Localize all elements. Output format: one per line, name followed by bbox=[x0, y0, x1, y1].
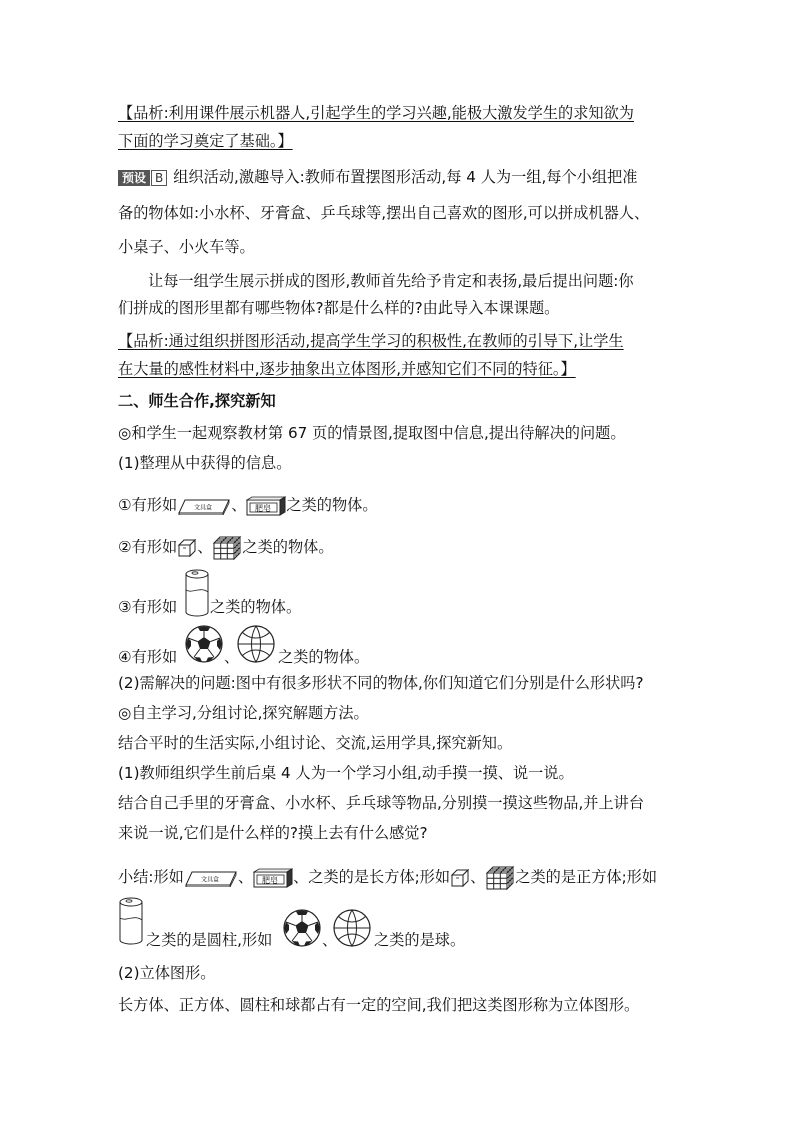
pencil-box-icon bbox=[177, 497, 231, 515]
summary-sphere-text: 之类的是球。 bbox=[374, 931, 466, 949]
item-4-suffix: 之类的物体。 bbox=[278, 648, 370, 666]
summary-separator-2: 、 bbox=[470, 868, 486, 886]
item-1-line bbox=[118, 492, 378, 518]
preset-b-text-1: 组织活动,激趣导入:教师布置摆图形活动,每 4 人为一组,每个小组把准 bbox=[173, 168, 638, 186]
preset-b-line-3: 小桌子、小火车等。 bbox=[118, 238, 255, 256]
step-2-line: (2)需解决的问题:图中有很多形状不同的物体,你们知道它们分别是什么形状吗? bbox=[118, 674, 644, 692]
combine-line: 结合平时的生活实际,小组讨论、交流,运用学具,探究新知。 bbox=[118, 734, 513, 752]
teacher-org-line: (1)教师组织学生前后桌 4 人为一个学习小组,动手摸一摸、说一说。 bbox=[118, 764, 574, 782]
rubik-cube-icon bbox=[485, 865, 515, 891]
summary-cube-text: 之类的是正方体;形如 bbox=[515, 868, 658, 886]
item-2-line bbox=[118, 534, 334, 561]
summary-separator-1: 、 bbox=[237, 868, 254, 886]
combine-hand-line-2: 来说一说,它们是什么样的?摸上去有什么感觉? bbox=[118, 824, 428, 842]
pencil-box-text: 文具盒 bbox=[200, 876, 219, 883]
self-study-line: ◎自主学习,分组讨论,探究解题方法。 bbox=[118, 704, 369, 722]
item-1-suffix: 之类的物体。 bbox=[286, 496, 378, 514]
item-4-separator: 、 bbox=[224, 648, 240, 666]
summary-prefix: 小结:形如 bbox=[118, 868, 184, 886]
analysis-1-line-2: 下面的学习奠定了基础。】 bbox=[118, 132, 293, 150]
solid-description: 长方体、正方体、圆柱和球都占有一定的空间,我们把这类图形称为立体图形。 bbox=[118, 996, 640, 1014]
can-icon bbox=[184, 568, 210, 618]
step-1-line: (1)整理从中获得的信息。 bbox=[118, 454, 292, 472]
soccer-ball-icon bbox=[184, 624, 224, 664]
preset-badge bbox=[118, 170, 167, 186]
item-1-prefix: ①有形如 bbox=[118, 496, 178, 514]
item-2-prefix: ②有形如 bbox=[118, 538, 178, 556]
preset-b-line-1 bbox=[118, 166, 637, 188]
show-para-line-1: 让每一组学生展示拼成的图形,教师首先给予肯定和表扬,最后提出问题:你 bbox=[148, 272, 634, 290]
section-2-title: 二、师生合作,探究新知 bbox=[118, 392, 276, 410]
cube-icon bbox=[177, 538, 197, 558]
item-3-suffix: 之类的物体。 bbox=[210, 598, 302, 616]
can-icon bbox=[118, 896, 144, 946]
soap-text: 肥皂 bbox=[255, 503, 272, 513]
analysis-2-line-2: 在大量的感性材料中,逐步抽象出立体图形,并感知它们不同的特征。】 bbox=[118, 360, 576, 378]
rubik-cube-icon bbox=[212, 535, 242, 561]
preset-badge-letter: B bbox=[151, 170, 167, 186]
observe-line: ◎和学生一起观察教材第 67 页的情景图,提取图中信息,提出待解决的问题。 bbox=[118, 424, 626, 442]
item-3-prefix: ③有形如 bbox=[118, 598, 178, 616]
summary-cuboid-text: 、之类的是长方体;形如 bbox=[293, 868, 451, 886]
soap-text: 肥皂 bbox=[262, 875, 279, 885]
analysis-2-line-1: 【品析:通过组织拼图形活动,提高学生学习的积极性,在教师的引导下,让学生 bbox=[118, 332, 624, 350]
preset-b-line-2: 备的物体如:小水杯、牙膏盒、乒乓球等,摆出自己喜欢的图形,可以拼成机器人、 bbox=[118, 204, 650, 222]
soap-icon bbox=[253, 868, 293, 888]
basketball-icon bbox=[236, 624, 276, 664]
summary-cylinder-text: 之类的是圆柱,形如 bbox=[146, 931, 273, 949]
item-1-separator: 、 bbox=[231, 496, 247, 514]
pencil-box-text: 文具盒 bbox=[194, 504, 213, 511]
basketball-icon bbox=[332, 908, 372, 948]
item-2-suffix: 之类的物体。 bbox=[242, 538, 334, 556]
item-4-prefix: ④有形如 bbox=[118, 648, 178, 666]
pencil-box-icon bbox=[184, 869, 238, 887]
soap-icon bbox=[246, 496, 286, 516]
summary-separator-3: 、 bbox=[322, 931, 338, 949]
show-para-line-2: 们拼成的图形里都有哪些物体?都是什么样的?由此导入本课课题。 bbox=[118, 299, 560, 317]
preset-badge-label: 预设 bbox=[118, 170, 150, 186]
solid-title: (2)立体图形。 bbox=[118, 964, 216, 982]
combine-hand-line-1: 结合自己手里的牙膏盒、小水杯、乒乓球等物品,分别摸一摸这些物品,并上讲台 bbox=[118, 794, 645, 812]
summary-line-1 bbox=[118, 864, 657, 891]
analysis-1-line-1: 【品析:利用课件展示机器人,引起学生的学习兴趣,能极大激发学生的求知欲为 bbox=[118, 104, 634, 122]
cube-icon bbox=[450, 868, 470, 888]
item-2-separator: 、 bbox=[197, 538, 213, 556]
soccer-ball-icon bbox=[282, 908, 322, 948]
